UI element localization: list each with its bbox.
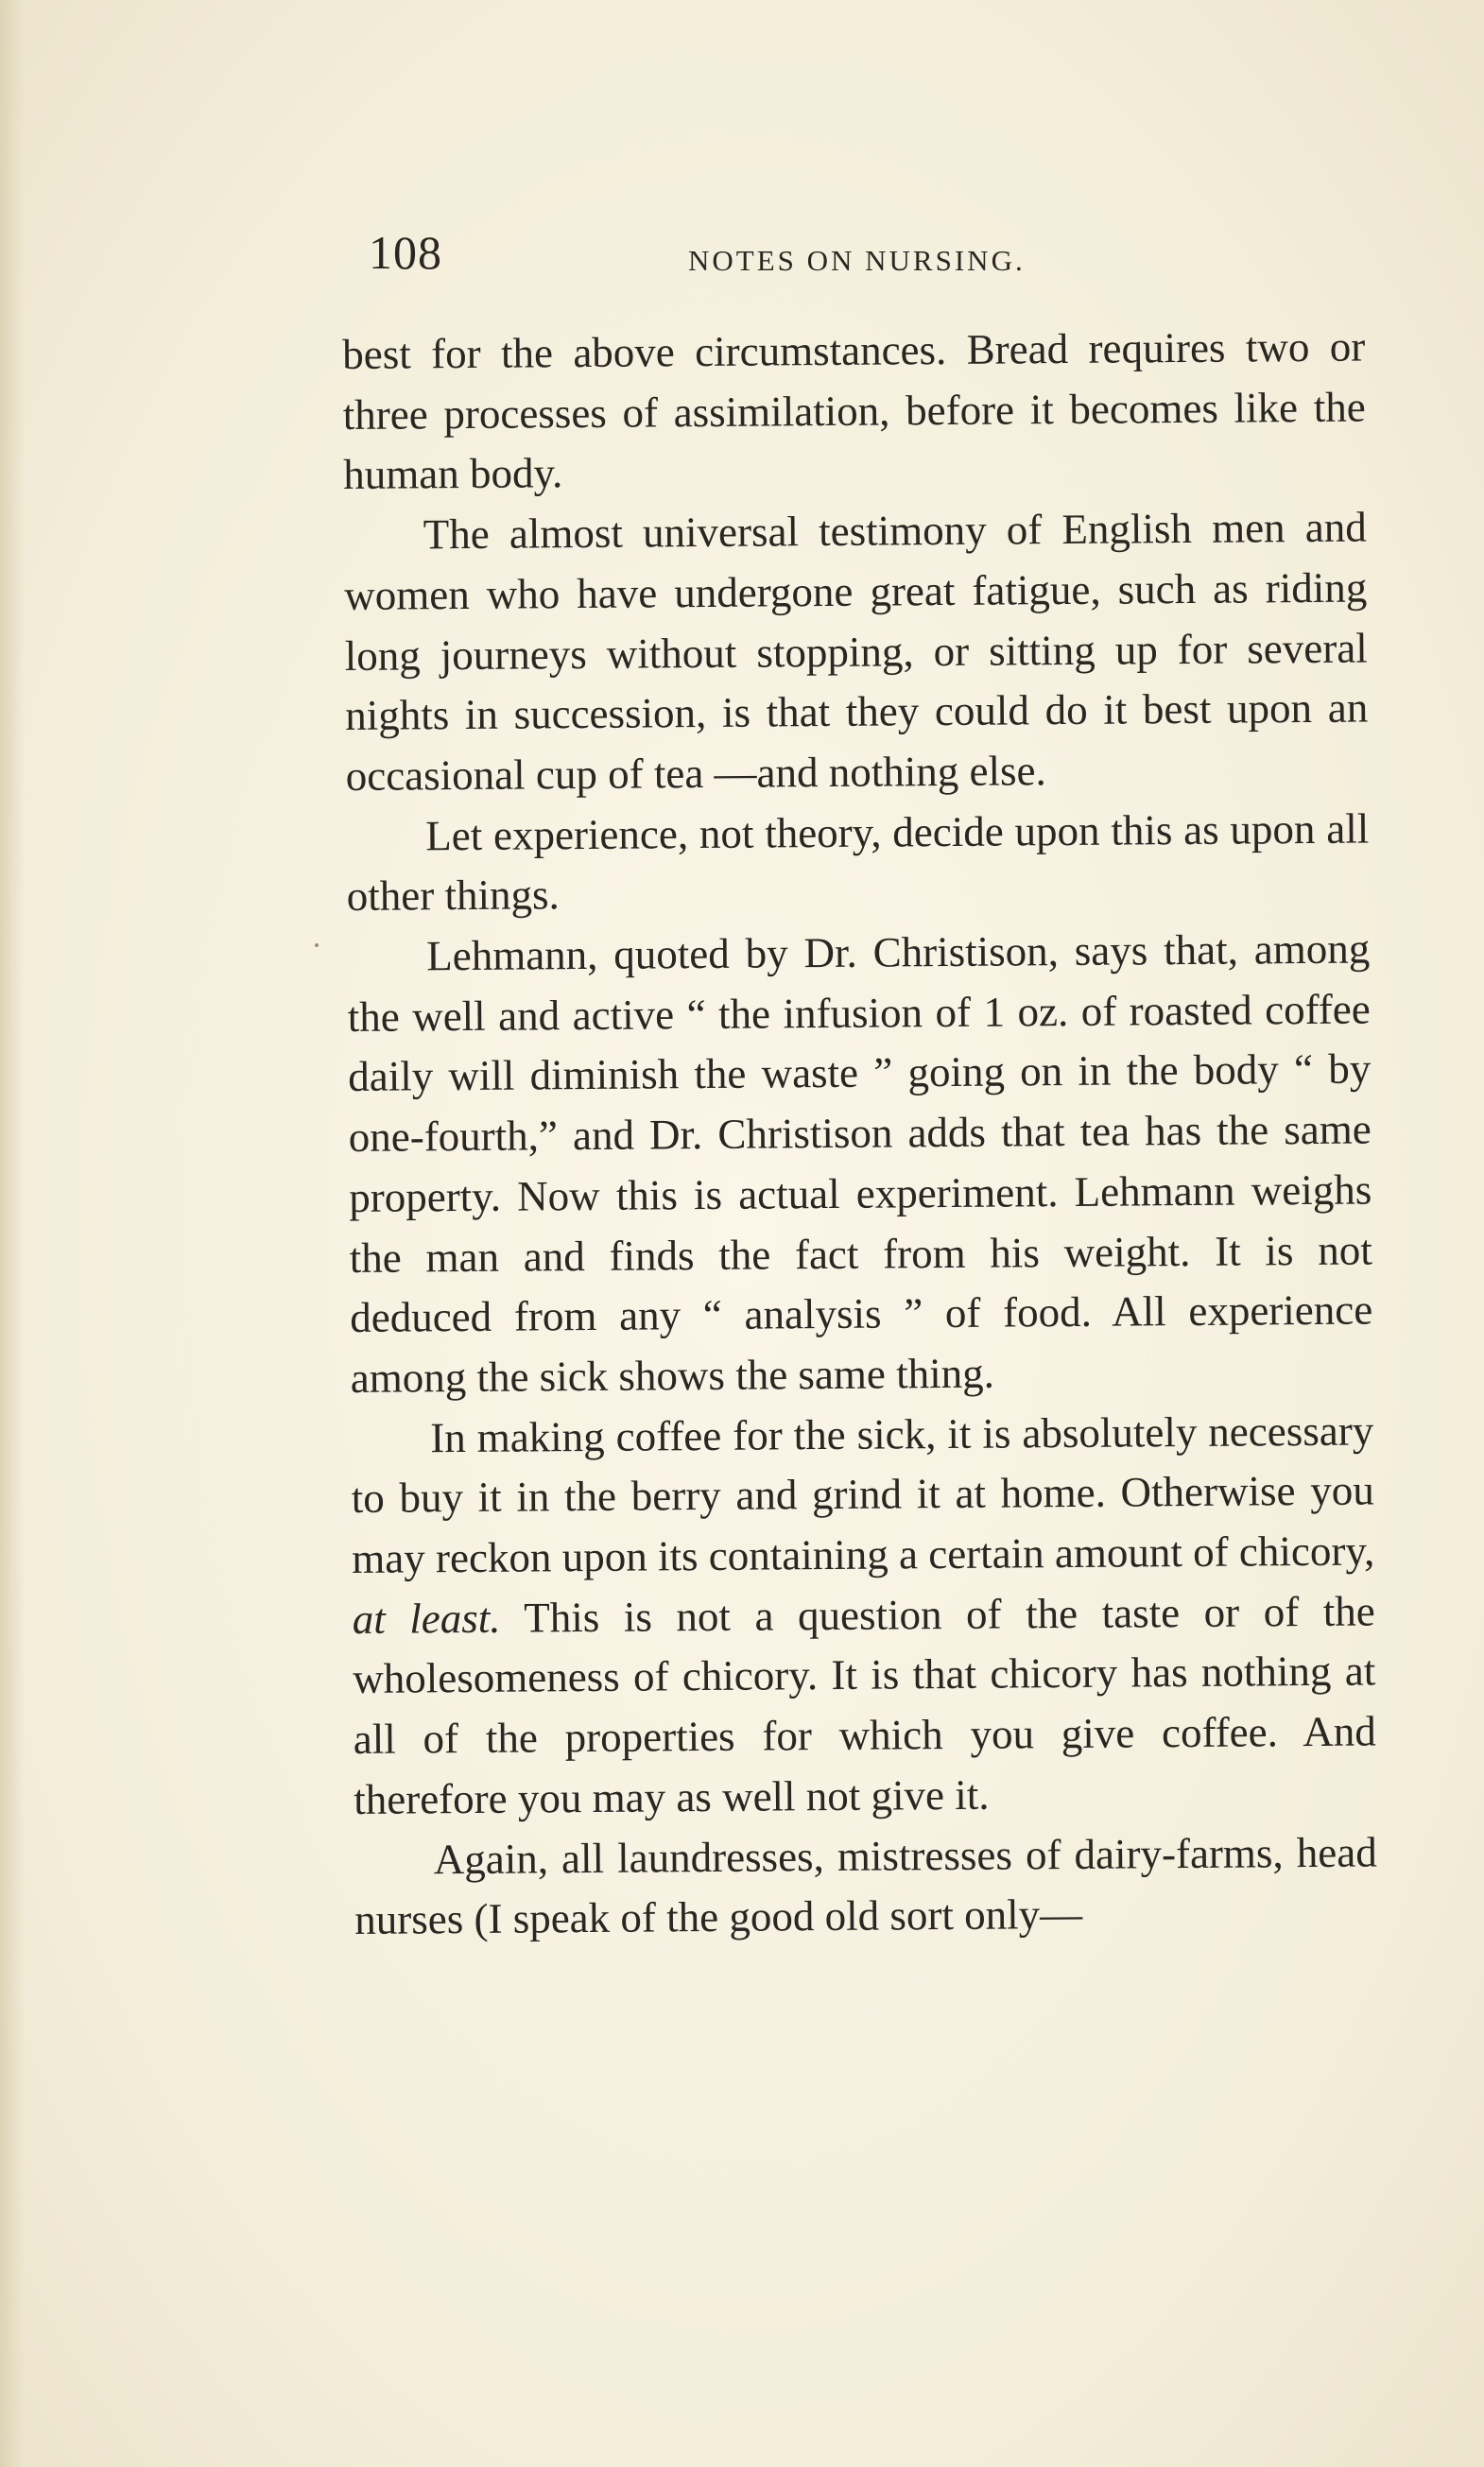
paragraph-coffee xyxy=(351,1401,1376,1830)
paragraph-laundresses: Again, all laundresses, mistresses of dairy-farms, head nurses (I speak of the good old sort only— xyxy=(354,1828,1377,1944)
paragraph-testimony: The almost universal testimony of English men and women who have undergone great fatigue, such as riding long journeys without stopping, or sitting up for several nights in succession, is that they could do it best upon an occasional cup of tea —and nothing else. xyxy=(344,503,1369,800)
coffee-text-italic: at least. xyxy=(352,1594,501,1643)
body-text xyxy=(342,318,1377,1951)
paragraph-lehmann: Lehmann, quoted by Dr. Christison, says that, among the well and active “ the infusion of 1 oz. of roasted coffee daily will diminish the waste ” going on in the body “ by one-fourth,” and Dr. Christison adds that tea has the same property. Now this is actual experiment. Lehmann weighs the man and finds the fact from his weight. It is not deduced from any “ analysis ” of food. All experience among the sick shows the same thing. xyxy=(347,924,1373,1402)
running-head: NOTES ON NURSING. xyxy=(688,244,1026,277)
page-edge-shading xyxy=(0,0,25,2467)
page-number: 108 xyxy=(369,226,442,279)
paragraph-continuation: best for the above circumstances. Bread requires two or three processes of assimilation, before it becomes like the human body. xyxy=(342,322,1366,499)
coffee-text-end: This is not a question of the taste or of the wholesomeness of chicory. It is that chicory has nothing at all of the properties for which you give coffee. And therefore you may as well not give it. xyxy=(353,1587,1376,1823)
coffee-text-start: In making coffee for the sick, it is absolutely necessary to buy it in the berry and grind it at home. Otherwise you may reckon upon its containing a certain amount of chicory, xyxy=(351,1406,1375,1583)
page-header xyxy=(369,225,1371,301)
paper-speck xyxy=(315,943,319,947)
paragraph-experience: Let experience, not theory, decide upon this as upon all other things. xyxy=(346,804,1370,921)
